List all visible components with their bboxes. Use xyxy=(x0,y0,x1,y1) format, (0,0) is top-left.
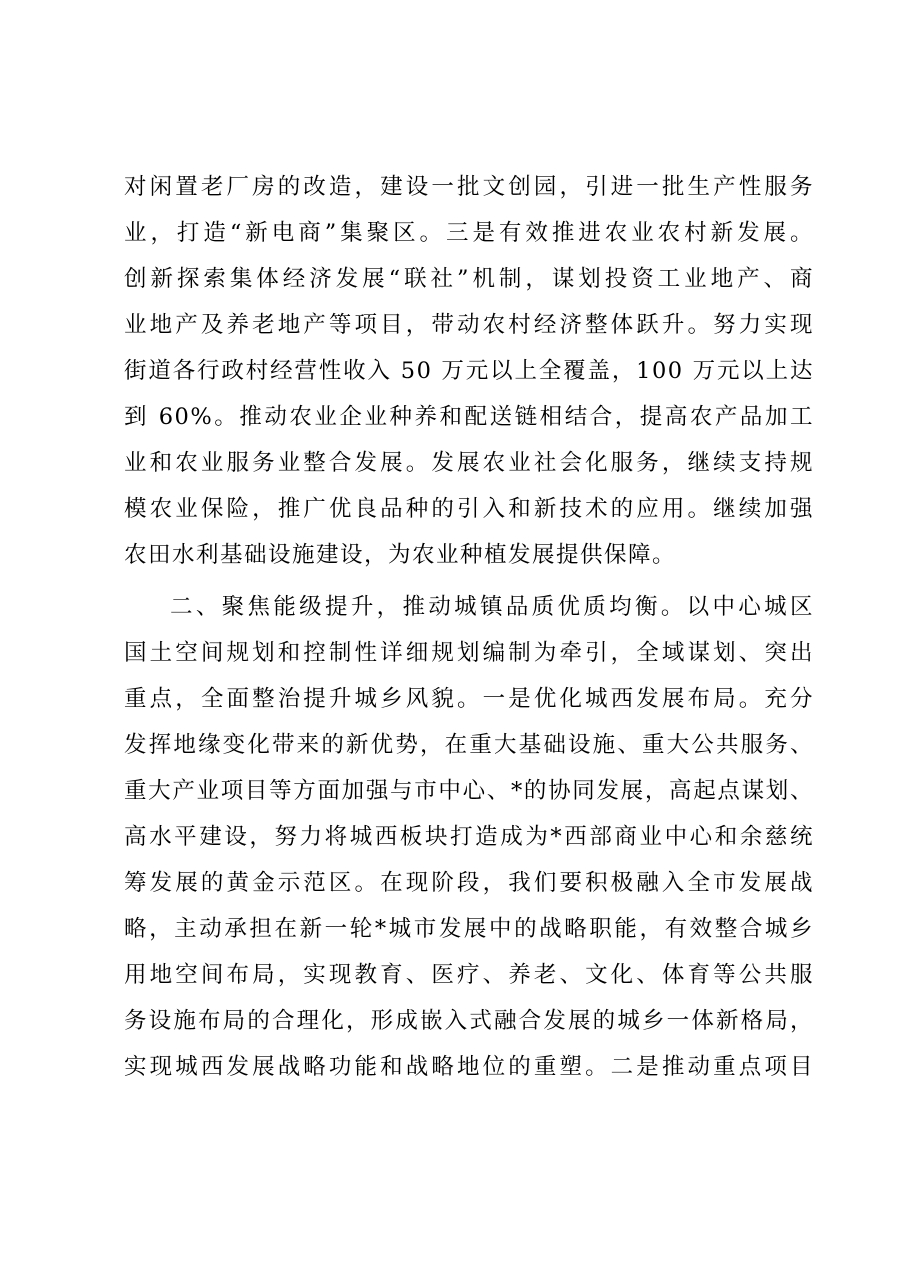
text-line: 业和农业服务业整合发展。发展农业社会化服务，继续支持规 xyxy=(124,450,814,476)
paragraph-2 xyxy=(124,584,814,1090)
text-line: 重点，全面整治提升城乡风貌。一是优化城西发展布局。充分 xyxy=(124,686,814,712)
text-line: 对闲置老厂房的改造，建设一批文创园，引进一批生产性服务 xyxy=(124,174,814,200)
text-line: 农田水利基础设施建设，为农业种植发展提供保障。 xyxy=(124,542,677,568)
paragraph-1 xyxy=(124,164,814,578)
text-line: 筹发展的黄金示范区。在现阶段，我们要积极融入全市发展战 xyxy=(124,870,814,896)
text-line: 重大产业项目等方面加强与市中心、*的协同发展，高起点谋划、 xyxy=(124,778,814,804)
text-line: 业，打造“新电商”集聚区。三是有效推进农业农村新发展。 xyxy=(124,220,814,246)
text-line: 二、聚焦能级提升，推动城镇品质优质均衡。以中心城区 xyxy=(170,594,814,620)
text-line: 发挥地缘变化带来的新优势，在重大基础设施、重大公共服务、 xyxy=(124,732,814,758)
text-line: 务设施布局的合理化，形成嵌入式融合发展的城乡一体新格局， xyxy=(124,1008,814,1034)
text-line: 国土空间规划和控制性详细规划编制为牵引，全域谋划、突出 xyxy=(124,640,814,666)
text-line: 创新探索集体经济发展“联社”机制，谋划投资工业地产、商 xyxy=(124,266,814,292)
text-line: 街道各行政村经营性收入 50 万元以上全覆盖，100 万元以上达 xyxy=(124,358,814,384)
text-line: 实现城西发展战略功能和战略地位的重塑。二是推动重点项目 xyxy=(124,1054,814,1080)
text-line: 业地产及养老地产等项目，带动农村经济整体跃升。努力实现 xyxy=(124,312,814,338)
text-line: 模农业保险，推广优良品种的引入和新技术的应用。继续加强 xyxy=(124,496,814,522)
text-line: 用地空间布局，实现教育、医疗、养老、文化、体育等公共服 xyxy=(124,962,814,988)
text-line: 高水平建设，努力将城西板块打造成为*西部商业中心和余慈统 xyxy=(124,824,814,850)
text-line: 略，主动承担在新一轮*城市发展中的战略职能，有效整合城乡 xyxy=(124,916,814,942)
document-body xyxy=(124,164,814,1090)
text-line: 到 60%。推动农业企业种养和配送链相结合，提高农产品加工 xyxy=(124,404,814,430)
